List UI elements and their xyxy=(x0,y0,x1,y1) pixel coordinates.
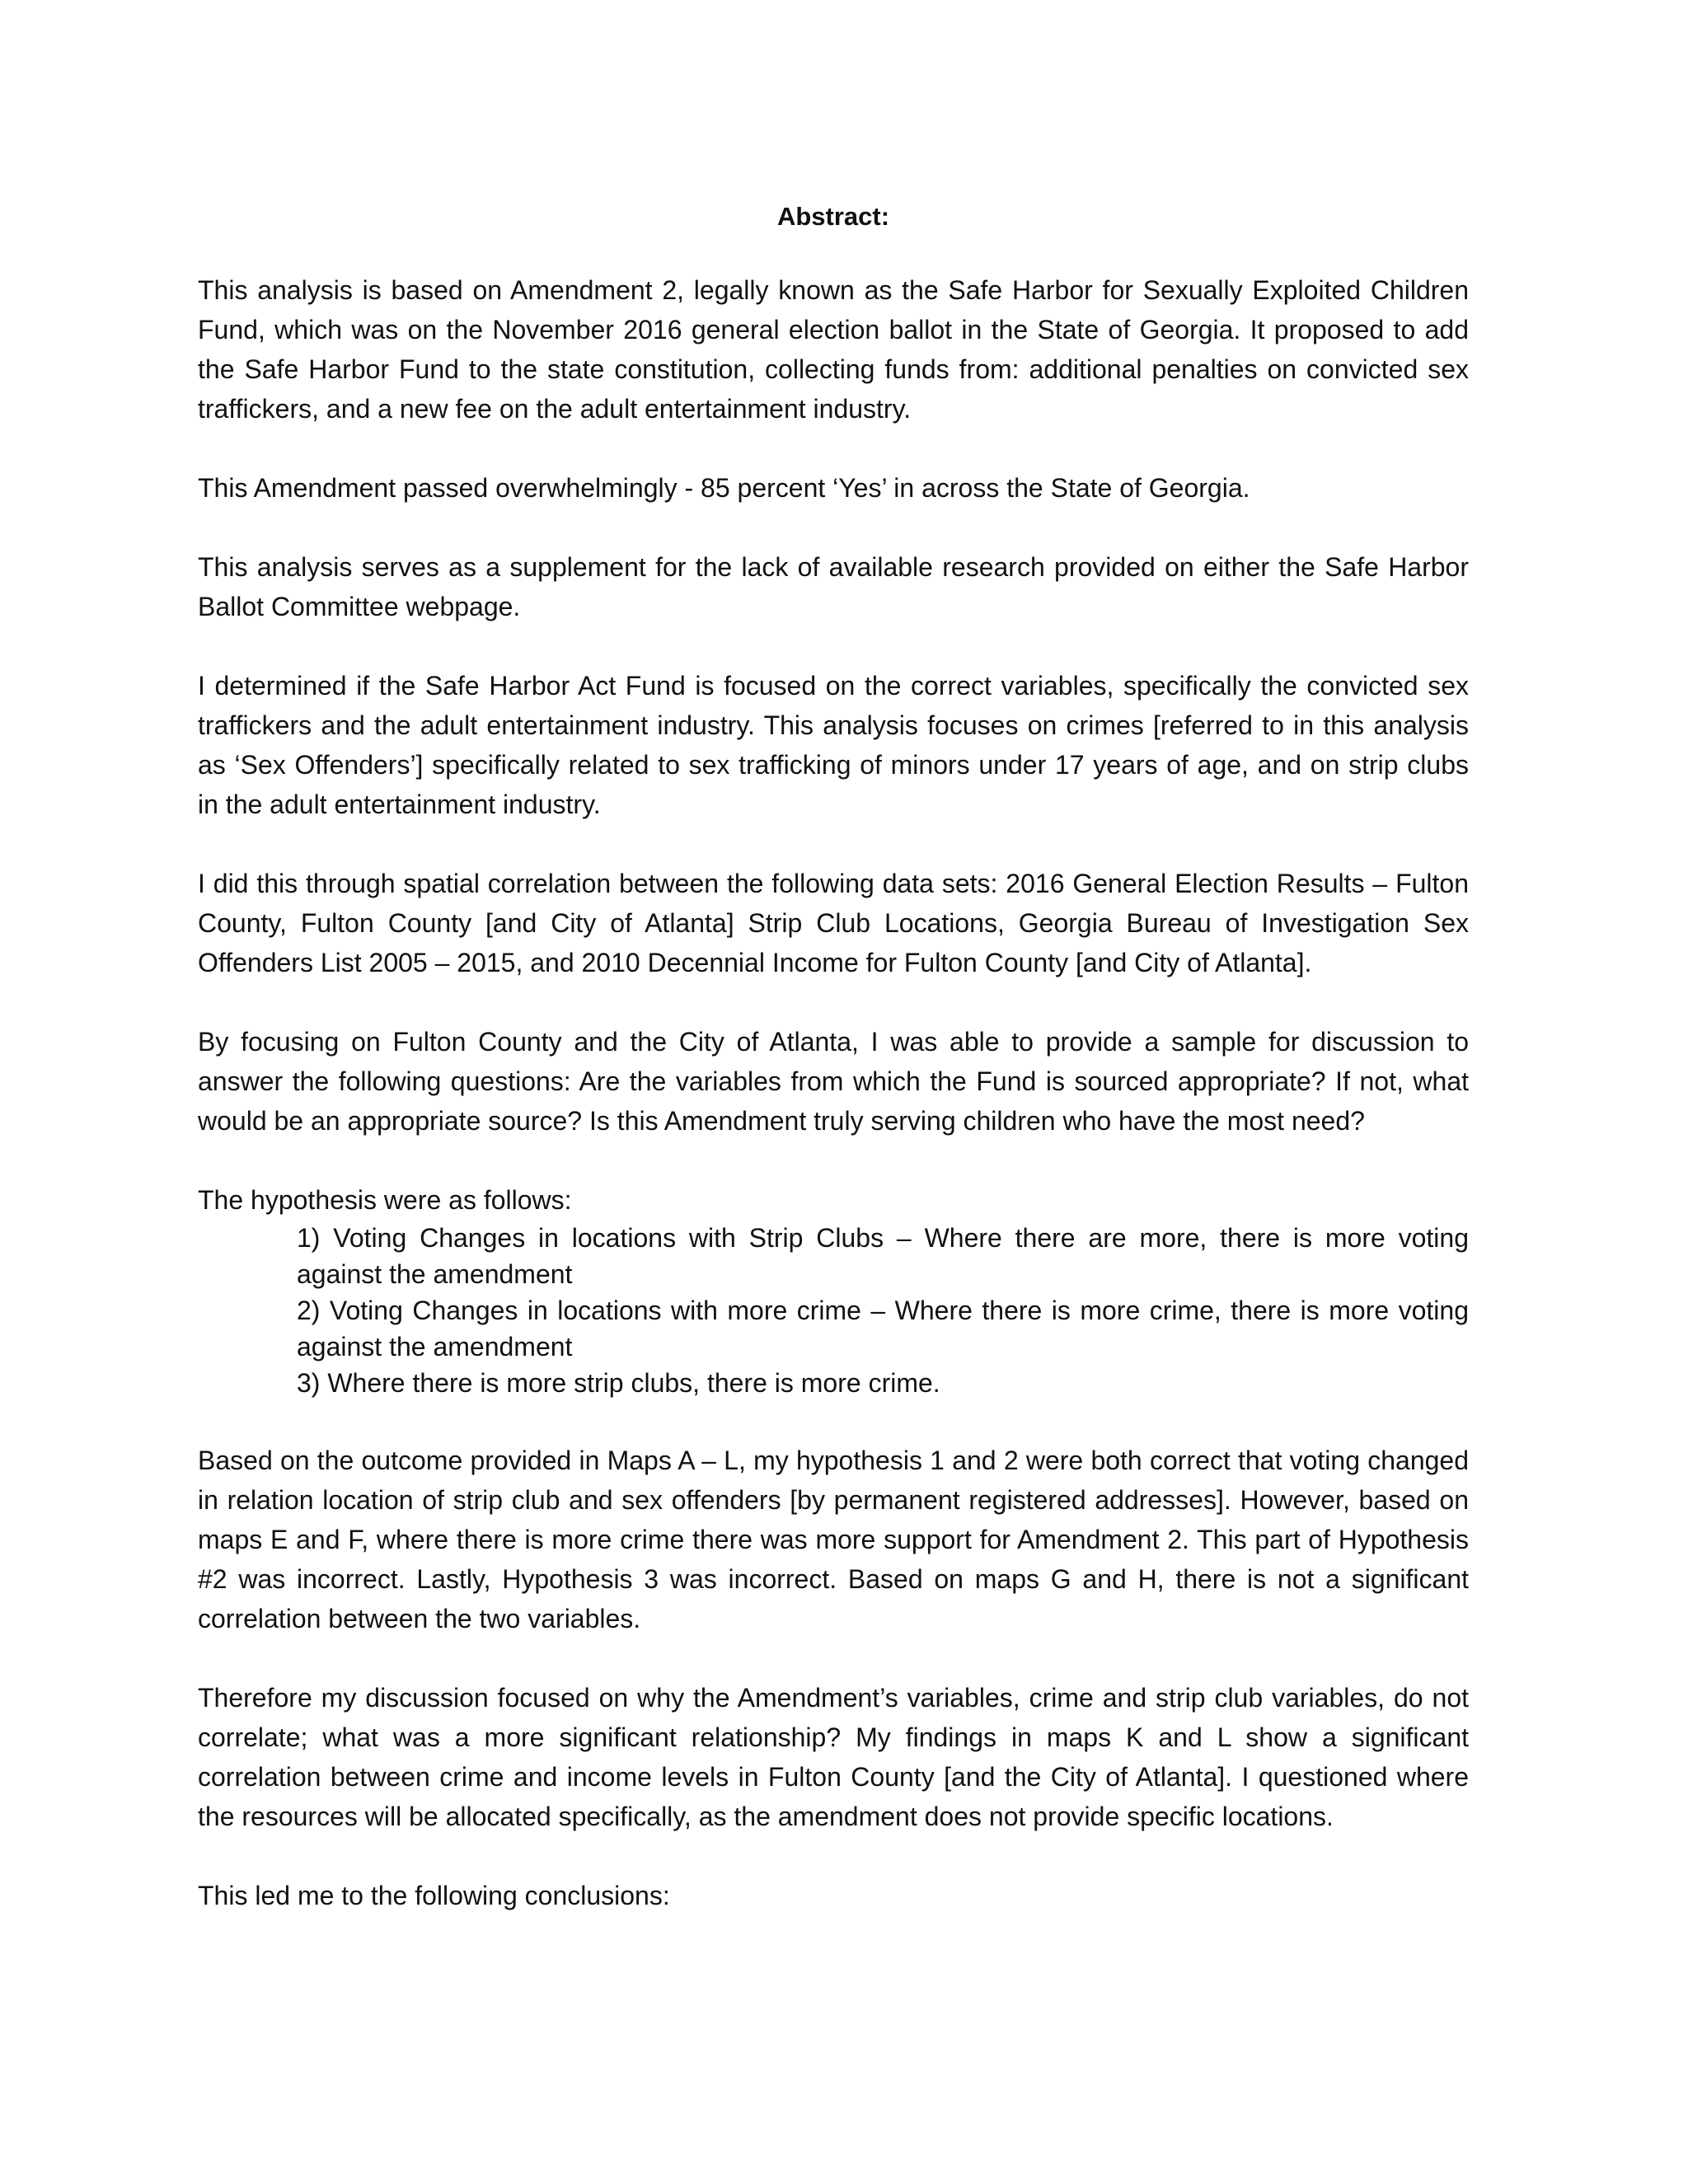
paragraph-supplement: This analysis serves as a supplement for the lack of available research provided on either the Safe Harbor Ballot Committee webpage. xyxy=(198,552,1469,621)
paragraph-amendment-intro: This analysis is based on Amendment 2, legally known as the Safe Harbor for Sexually Exploited Children Fund, which was on the November 2016 general election ballot in the State of Georgia. It proposed to add the Safe Harbor Fund to the state constitution, collecting funds from: additional penalties on convicted sex traffickers, and a new fee on the adult entertainment industry. xyxy=(198,275,1469,424)
paragraph-variables: I determined if the Safe Harbor Act Fund is focused on the correct variables, specifically the convicted sex traffickers and the adult entertainment industry. This analysis focuses on crimes [referred to in this analysis as ‘Sex Offenders’] specifically related to sex trafficking of minors under 17 years of age, and on strip clubs in the adult entertainment industry. xyxy=(198,671,1469,819)
paragraph-questions: By focusing on Fulton County and the City of Atlanta, I was able to provide a sample for discussion to answer the following questions: Are the variables from which the Fund is sourced appropriate? If not, what would be an appropriate source? Is this Amendment truly serving children who have the most need? xyxy=(198,1027,1469,1136)
paragraph-conclusions-lead: This led me to the following conclusions: xyxy=(198,1881,670,1910)
hypothesis-item: 1) Voting Changes in locations with Strip Clubs – Where there are more, there is more voting against the amendment xyxy=(297,1223,1469,1289)
paragraph-vote-result: This Amendment passed overwhelmingly - 85 percent ‘Yes’ in across the State of Georgia. xyxy=(198,473,1250,503)
paragraph-outcome: Based on the outcome provided in Maps A – L, my hypothesis 1 and 2 were both correct that voting changed in relation location of strip club and sex offenders [by permanent registered addresses]. However, based on maps E and F, where there is more crime there was more support for Amendment 2. This part of Hypothesis #2 was incorrect. Lastly, Hypothesis 3 was incorrect. Based on maps G and H, there is not a significant correlation between the two variables. xyxy=(198,1446,1469,1633)
paragraph-discussion: Therefore my discussion focused on why the Amendment’s variables, crime and strip club variables, do not correlate; what was a more significant relationship? My findings in maps K and L show a significant correlation between crime and income levels in Fulton County [and the City of Atlanta]. I questioned where the resources will be allocated specifically, as the amendment does not provide specific locations. xyxy=(198,1683,1469,1831)
hypothesis-item: 3) Where there is more strip clubs, there is more crime. xyxy=(297,1368,940,1398)
document-page xyxy=(198,200,1469,1955)
hypothesis-intro: The hypothesis were as follows: xyxy=(198,1185,572,1215)
abstract-heading: Abstract: xyxy=(776,202,890,231)
hypothesis-list xyxy=(198,1220,1469,1401)
hypothesis-item: 2) Voting Changes in locations with more crime – Where there is more crime, there is more voting against the amendment xyxy=(297,1296,1469,1361)
paragraph-data-sets: I did this through spatial correlation between the following data sets: 2016 General Election Results – Fulton County, Fulton County [and City of Atlanta] Strip Club Locations, Georgia Bureau of Investigation Sex Offenders List 2005 – 2015, and 2010 Decennial Income for Fulton County [and City of Atlanta]. xyxy=(198,869,1469,977)
